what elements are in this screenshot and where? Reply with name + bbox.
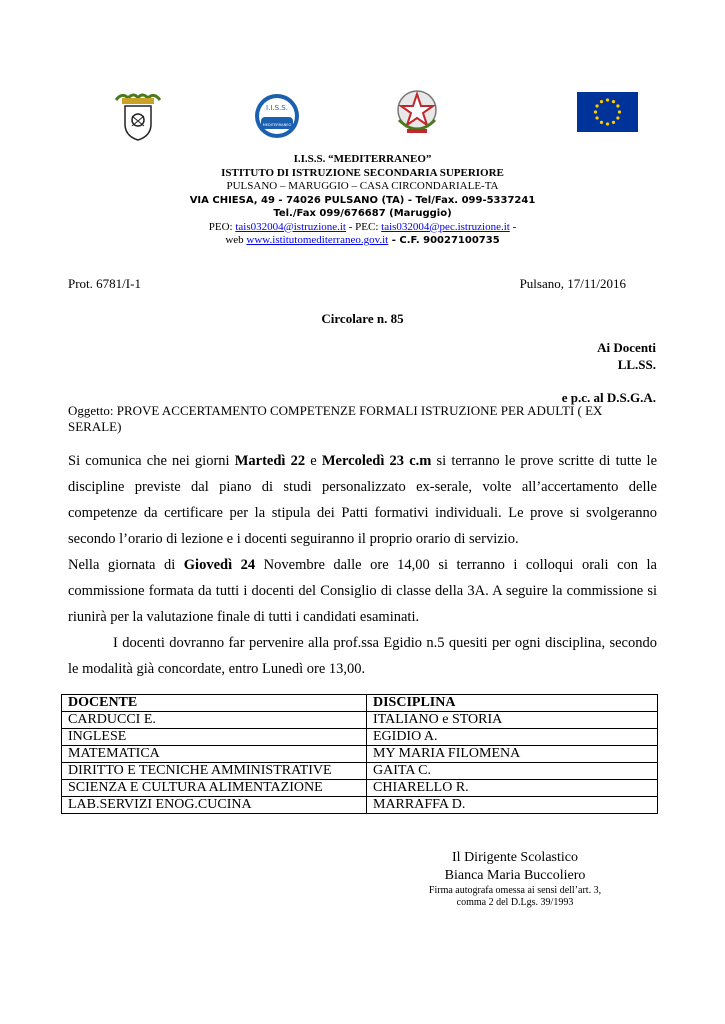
school-logo-text: I.I.S.S.	[266, 104, 288, 112]
place-date: Pulsano, 17/11/2016	[519, 276, 626, 291]
table-cell: MATEMATICA	[62, 746, 367, 763]
peo-label: PEO:	[208, 220, 236, 233]
table-row	[62, 746, 658, 763]
table-header-row	[62, 695, 658, 712]
european-union-flag-icon	[577, 92, 638, 132]
table-row	[62, 729, 658, 746]
p1-date-tuesday: Martedì 22	[234, 453, 306, 469]
pec-email-link[interactable]: tais032004@pec.istruzione.it	[381, 220, 510, 233]
school-address: VIA CHIESA, 49 - 74026 PULSANO (TA) - Tel/Fax. 099-5337241	[189, 194, 536, 206]
table-cell: MARRAFFA D.	[367, 797, 658, 814]
web-line	[0, 234, 725, 248]
recipient-llss: LL.SS.	[617, 357, 656, 372]
circular-body	[68, 448, 657, 682]
website-link[interactable]: www.istitutomediterraneo.gov.it	[246, 234, 389, 246]
header-docente: DOCENTE	[62, 695, 367, 712]
school-name: I.I.S.S. “MEDITERRANEO”	[293, 153, 432, 165]
subjects-table	[61, 694, 658, 814]
school-phone-maruggio: Tel./Fax 099/676687 (Maruggio)	[273, 208, 452, 219]
protocol-number: Prot. 6781/I-1	[68, 276, 141, 291]
table-cell: ITALIANO e STORIA	[367, 712, 658, 729]
school-header	[0, 153, 725, 248]
regione-puglia-coat-of-arms-icon	[112, 90, 164, 142]
institute-type: ISTITUTO DI ISTRUZIONE SECONDARIA SUPERIORE	[221, 166, 504, 179]
table-row	[62, 780, 658, 797]
p1-text-c: e	[305, 453, 322, 469]
table-cell: CHIARELLO R.	[367, 780, 658, 797]
table-cell: SCIENZA E CULTURA ALIMENTAZIONE	[62, 780, 367, 797]
recipient-dsga: e p.c. al D.S.G.A.	[561, 390, 656, 405]
pec-label: - PEC:	[346, 220, 382, 233]
repubblica-italiana-emblem-icon	[393, 86, 441, 136]
table-cell: DIRITTO E TECNICHE AMMINISTRATIVE	[62, 763, 367, 780]
table-row	[62, 797, 658, 814]
table-cell: LAB.SERVIZI ENOG.CUCINA	[62, 797, 367, 814]
p1-date-wednesday: Mercoledì 23 c.m	[321, 453, 432, 469]
table-cell: MY MARIA FILOMENA	[367, 746, 658, 763]
signature-note-1: Firma autografa omessa ai sensi dell’art. 3,	[428, 885, 602, 896]
table-row	[62, 763, 658, 780]
recipient-teachers: Ai Docenti	[597, 340, 656, 355]
pec-tail: -	[509, 220, 517, 233]
signature-note-2: comma 2 del D.Lgs. 39/1993	[456, 897, 574, 908]
header-disciplina: DISCIPLINA	[367, 695, 658, 712]
school-locations: PULSANO – MARUGGIO – CASA CIRCONDARIALE-TA	[226, 180, 499, 192]
table-row	[62, 712, 658, 729]
school-logo-subtext: MEDITERRANEO	[262, 123, 292, 127]
peo-email-link[interactable]: tais032004@istruzione.it	[235, 220, 346, 233]
table-cell: EGIDIO A.	[367, 729, 658, 746]
p1-text-e: si terranno le prove scritte di tutte le discipline previste dal piano di studi personalizzato ex-serale, volte all’accertamento delle competenze da certificare per la stipula dei Patti formativi individuali. Le prove si svolgeranno secondo l’orario di lezione e i docenti seguiranno il proprio orario di servizio.	[68, 453, 658, 547]
email-line	[0, 221, 725, 235]
web-label: web	[225, 234, 247, 246]
paragraph-written-tests	[68, 448, 657, 552]
table-cell: GAITA C.	[367, 763, 658, 780]
circular-number: Circolare n. 85	[321, 311, 404, 326]
p2-text-a: Nella giornata di	[68, 557, 184, 573]
p2-date-thursday: Giovedì 24	[183, 557, 256, 573]
paragraph-oral-tests	[68, 552, 657, 630]
signer-name: Bianca Maria Buccoliero	[444, 868, 586, 883]
paragraph-questions: I docenti dovranno far pervenire alla prof.ssa Egidio n.5 quesiti per ogni disciplina, secondo le modalità già concordate, entro Lunedì ore 13,00.	[68, 635, 657, 677]
subject-line: Oggetto: PROVE ACCERTAMENTO COMPETENZE FORMALI ISTRUZIONE PER ADULTI ( EX SERALE)	[68, 403, 603, 434]
p2-text-c: Novembre dalle ore 14,00 si terranno i colloqui orali con la commissione formata da tutti i docenti del Consiglio di classe della 3A. A seguire la commissione si riunirà per la valutazione finale di tutti i candidati esaminati.	[68, 557, 657, 625]
fiscal-code: - C.F. 90027100735	[388, 235, 500, 246]
table-cell: CARDUCCI E.	[62, 712, 367, 729]
p1-text-a: Si comunica che nei giorni	[68, 453, 235, 469]
school-logo-icon	[254, 93, 300, 139]
table-cell: INGLESE	[62, 729, 367, 746]
signature-block	[400, 849, 630, 909]
signer-role: Il Dirigente Scolastico	[452, 850, 578, 865]
